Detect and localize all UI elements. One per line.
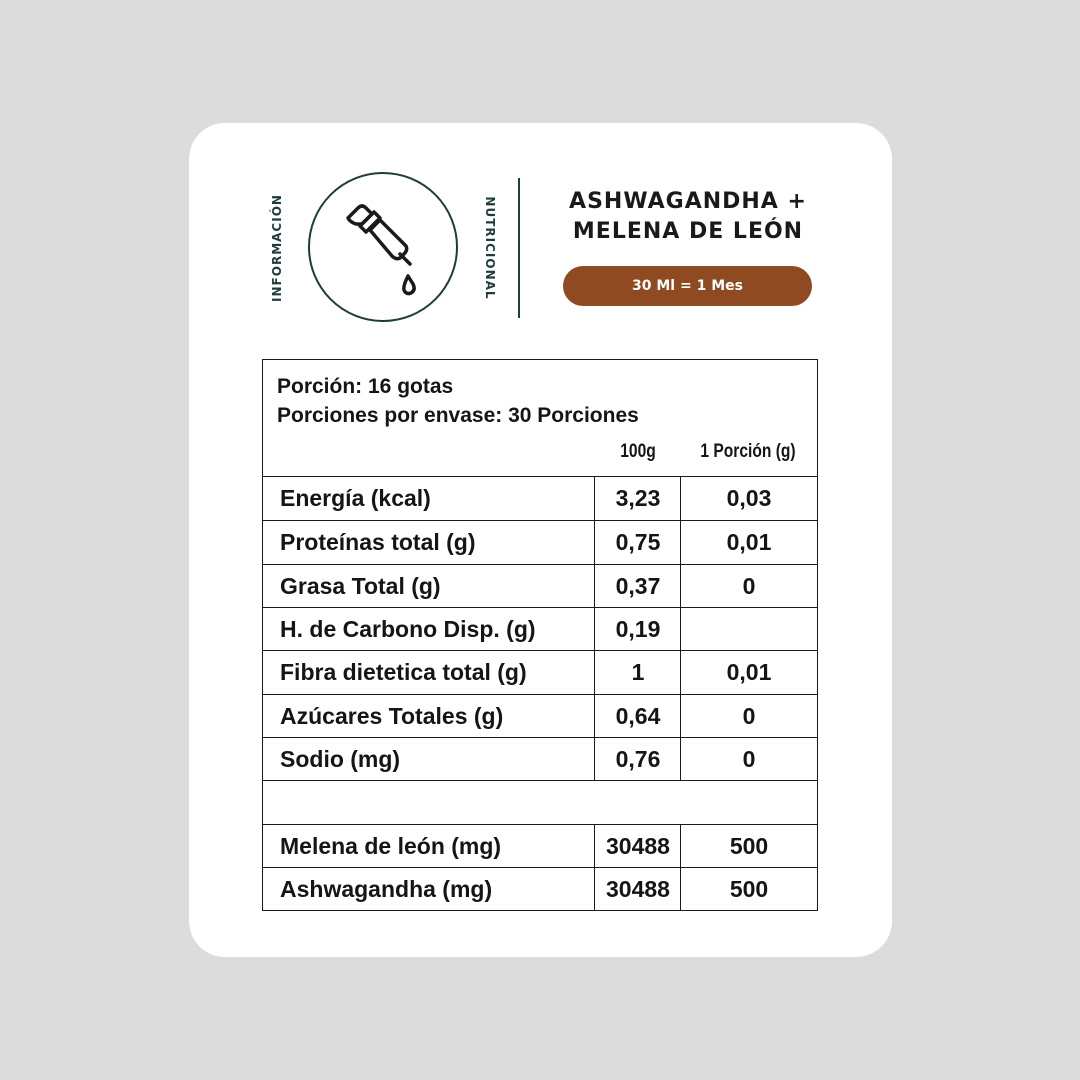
row-value-100g: 30488 xyxy=(594,825,681,867)
table-row xyxy=(262,737,818,780)
servings-per-container: Porciones por envase: 30 Porciones xyxy=(277,404,639,427)
product-title xyxy=(540,187,836,247)
row-value-100g: 1 xyxy=(594,651,681,694)
row-value-100g: 0,75 xyxy=(594,521,681,564)
row-value-serving: 0,01 xyxy=(680,651,817,694)
table-row xyxy=(262,520,818,564)
row-value-serving: 0 xyxy=(680,695,817,737)
side-label-informacion: INFORMACIÓN xyxy=(270,194,284,302)
icon-badge xyxy=(308,172,458,322)
row-label: Proteínas total (g) xyxy=(280,529,476,555)
row-value-100g: 0,37 xyxy=(594,565,681,607)
table-row xyxy=(262,694,818,737)
table-row xyxy=(262,564,818,607)
row-value-serving: 500 xyxy=(680,868,817,911)
row-value-serving: 0,01 xyxy=(680,521,817,564)
row-label: Sodio (mg) xyxy=(280,745,401,772)
row-label: H. de Carbono Disp. (g) xyxy=(280,615,536,642)
table-row xyxy=(262,824,818,867)
table-row xyxy=(262,607,818,650)
row-value-100g: 0,64 xyxy=(594,695,681,737)
row-value-serving: 0 xyxy=(680,565,817,607)
product-title-line1: ASHWAGANDHA + xyxy=(569,189,807,214)
table-row xyxy=(262,650,818,694)
row-value-serving: 0,03 xyxy=(680,477,817,520)
row-value-serving: 500 xyxy=(680,825,817,867)
row-label: Grasa Total (g) xyxy=(280,572,441,599)
row-label: Fibra dietetica total (g) xyxy=(280,659,527,685)
row-label: Ashwagandha (mg) xyxy=(280,876,493,902)
row-value-100g: 3,23 xyxy=(594,477,681,520)
column-header-per-serving: 1 Porción (g) xyxy=(700,441,796,462)
row-value-100g: 0,19 xyxy=(594,608,681,650)
row-label: Melena de león (mg) xyxy=(280,832,502,859)
side-label-nutricional: NUTRICIONAL xyxy=(483,196,497,300)
serving-size: Porción: 16 gotas xyxy=(277,375,454,398)
column-header-100g: 100g xyxy=(620,441,656,462)
row-value-serving xyxy=(680,608,817,650)
header-divider xyxy=(518,178,520,318)
row-value-serving: 0 xyxy=(680,738,817,780)
row-label: Azúcares Totales (g) xyxy=(280,702,504,729)
table-spacer-row xyxy=(262,780,818,824)
dosage-pill: 30 Ml = 1 Mes xyxy=(563,266,812,306)
row-value-100g: 30488 xyxy=(594,868,681,911)
row-label: Energía (kcal) xyxy=(280,485,431,511)
dropper-icon xyxy=(310,174,456,320)
table-row xyxy=(262,867,818,911)
row-value-100g: 0,76 xyxy=(594,738,681,780)
table-row xyxy=(262,476,818,520)
product-title-line2: MELENA DE LEÓN xyxy=(572,219,804,244)
